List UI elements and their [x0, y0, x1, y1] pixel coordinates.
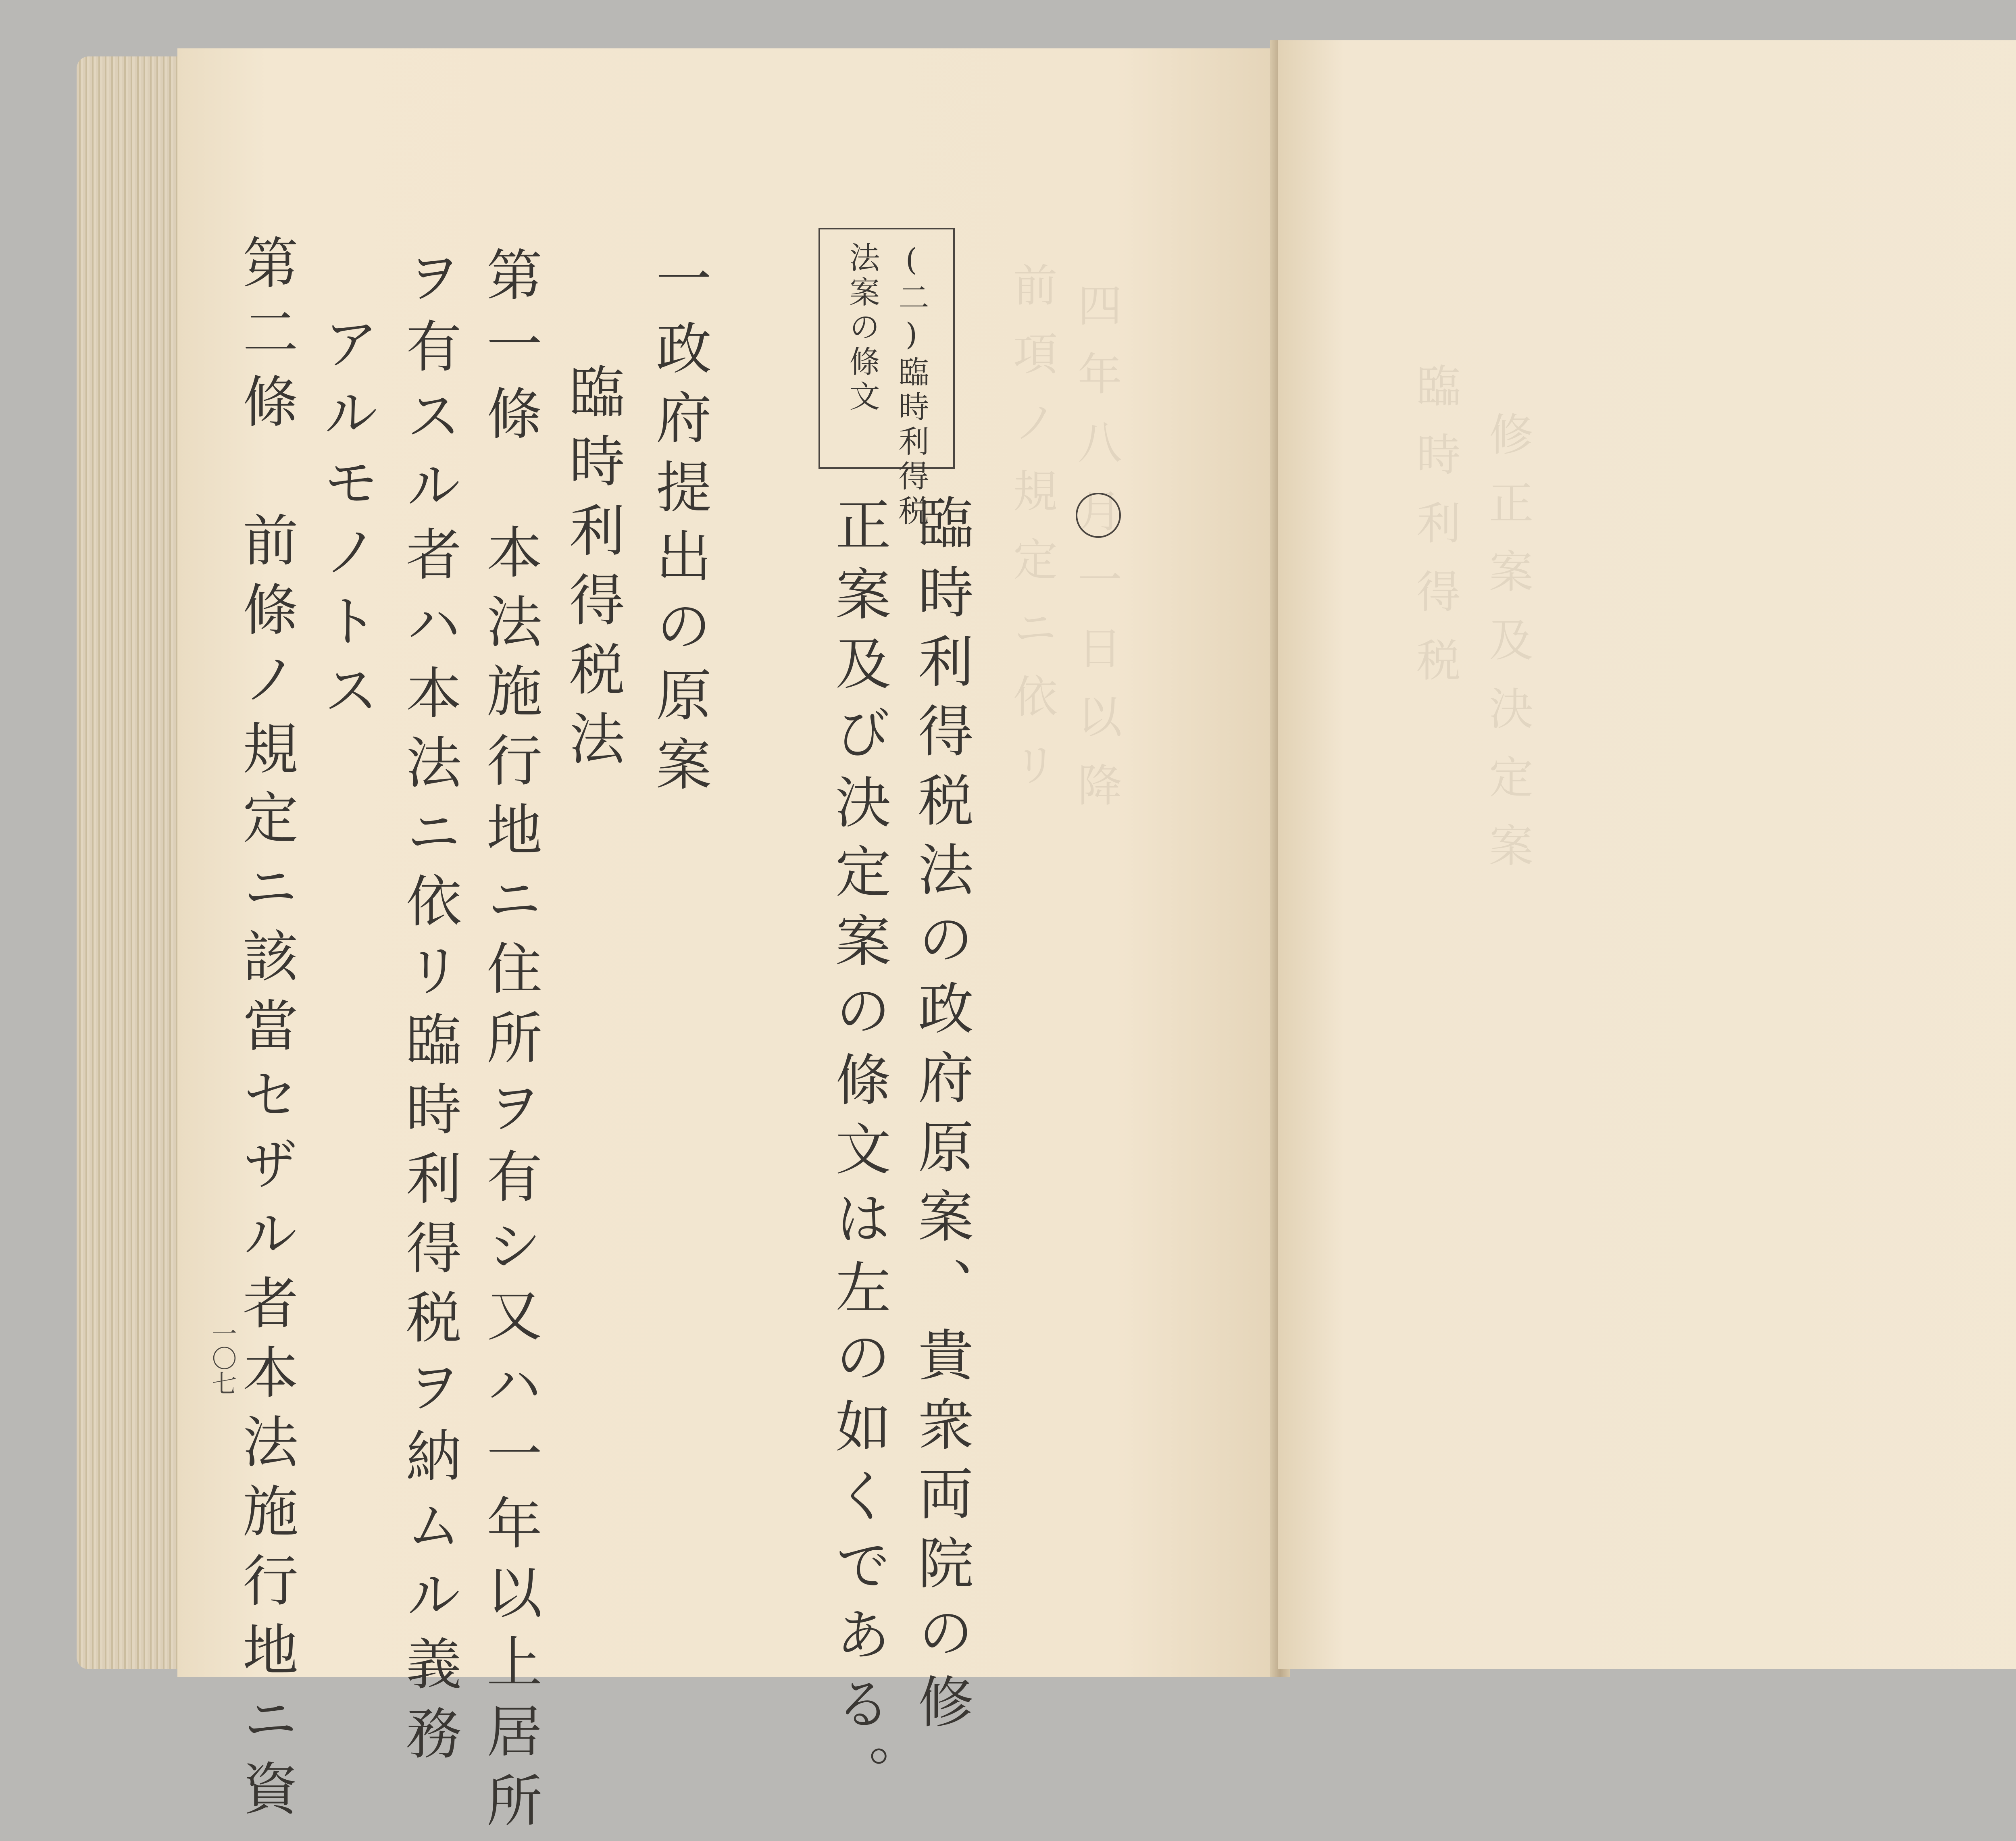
boxed-heading-line-1: (二)臨時利得税	[893, 242, 929, 529]
bleed-through-text: 前項ノ規定ニ依リ	[1006, 262, 1058, 810]
article-1-line-3: アルモノトス	[314, 314, 379, 731]
bleed-through-text: 四年八月一日以降	[1070, 282, 1122, 831]
bleed-through-text: 臨時利得税	[1409, 363, 1461, 706]
intro-line-2: 正案及び決定案の條文は左の如くである。	[826, 496, 891, 1814]
right-page	[1278, 40, 2016, 1669]
circle-mark	[1076, 493, 1121, 538]
article-1-line-1: 第一條 本法施行地ニ住所ヲ有シ又ハ一年以上居所	[477, 246, 542, 1841]
boxed-heading-line-2: 法案の條文	[844, 242, 880, 415]
bleed-through-text: 修正案及決定案	[1482, 411, 1533, 891]
page-block-left-edge	[77, 56, 190, 1669]
article-1-line-2: ヲ有スル者ハ本法ニ依リ臨時利得税ヲ納ムル義務	[397, 248, 462, 1774]
page-number-left: 一〇七	[208, 1320, 237, 1395]
intro-line-1: 臨時利得税法の政府原案、貴衆両院の修	[909, 494, 974, 1742]
section-title: 一政府提出の原案	[647, 250, 712, 805]
law-title: 臨時利得税法	[560, 363, 625, 779]
article-2-line-1: 第二條 前條ノ規定ニ該當セザル者本法施行地ニ資	[233, 234, 298, 1829]
boxed-heading	[818, 228, 955, 529]
